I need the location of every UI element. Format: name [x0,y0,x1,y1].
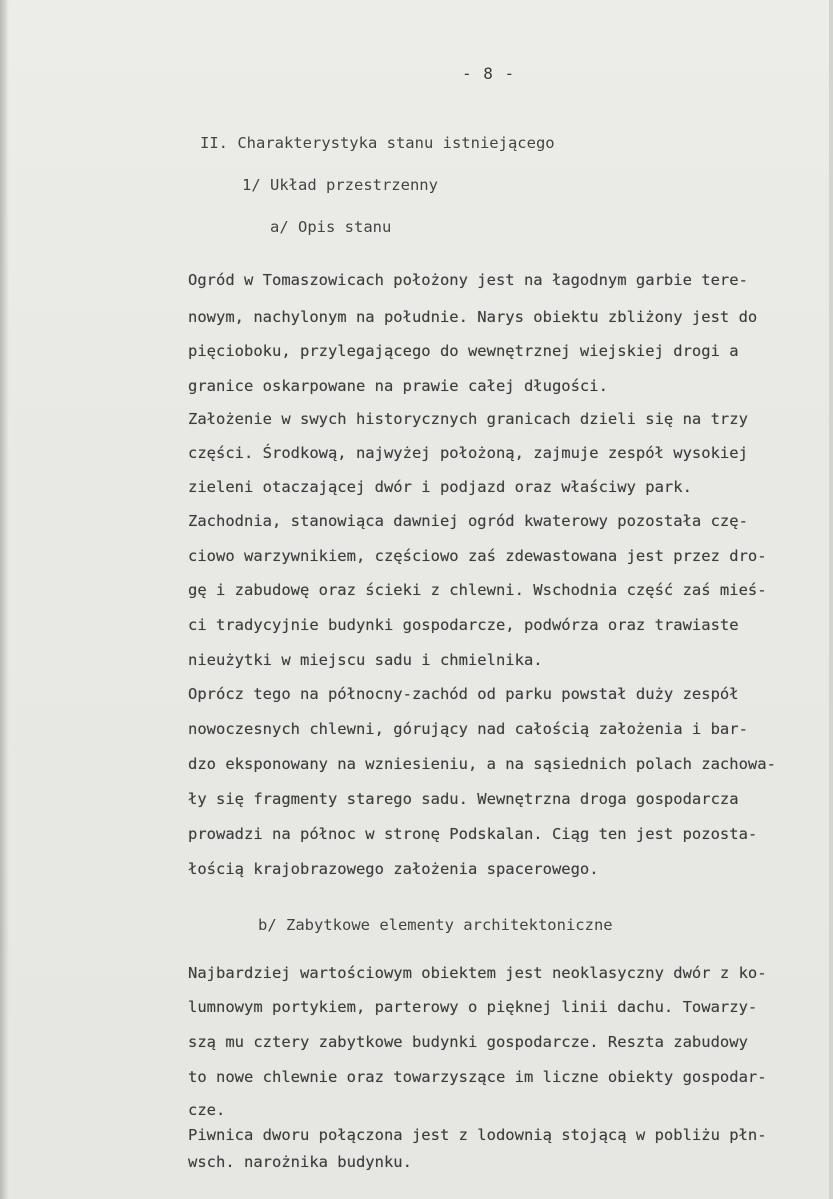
text-line: wsch. narożnika budynku. [188,1153,412,1171]
text-line: granice oskarpowane na prawie całej długości. [188,377,608,395]
text-line: nieużytki w miejscu sadu i chmielnika. [188,651,543,669]
subsubsection-heading-b: b/ Zabytkowe elementy architektoniczne [258,916,613,934]
page-edge-shadow [0,0,9,1199]
text-line: Zachodnia, stanowiąca dawniej ogród kwaterowy pozostała czę- [188,512,748,530]
text-line: Ogród w Tomaszowicach położony jest na łagodnym garbie tere- [188,271,748,289]
text-line: pięcioboku, przylegającego do wewnętrznej wiejskiej drogi a [188,342,739,360]
text-line: Najbardziej wartościowym obiektem jest neoklasyczny dwór z ko- [188,964,767,982]
text-line: łością krajobrazowego założenia spacerowego. [188,860,599,878]
text-line: lumnowym portykiem, parterowy o pięknej linii dachu. Towarzy- [188,998,758,1016]
text-line: cze. [188,1101,226,1119]
text-line: prowadzi na północ w stronę Podskalan. Ciąg ten jest pozosta- [188,825,758,843]
subsection-heading: 1/ Układ przestrzenny [242,176,438,194]
text-line: zieleni otaczającej dwór i podjazd oraz właściwy park. [188,478,692,496]
text-line: części. Środkową, najwyżej położoną, zajmuje zespół wysokiej [188,444,748,462]
text-line: nowoczesnych chlewni, górujący nad całością założenia i bar- [188,720,748,738]
text-line: Piwnica dworu połączona jest z lodownią stojącą w pobliżu płn- [188,1126,767,1144]
text-line: szą mu cztery zabytkowe budynki gospodarcze. Reszta zabudowy [188,1033,748,1051]
text-line: nowym, nachylonym na południe. Narys obiektu zbliżony jest do [188,308,758,326]
subsubsection-heading-a: a/ Opis stanu [270,218,392,236]
text-line: to nowe chlewnie oraz towarzyszące im liczne obiekty gospodar- [188,1068,767,1086]
page-right-edge [829,0,833,1199]
text-line: ły się fragmenty starego sadu. Wewnętrzna droga gospodarcza [188,790,739,808]
text-line: Założenie w swych historycznych granicach dzieli się na trzy [188,410,748,428]
text-line: ciowo warzywnikiem, częściowo zaś zdewastowana jest przez dro- [188,547,767,565]
section-heading: II. Charakterystyka stanu istniejącego [200,134,555,152]
page-number: - 8 - [462,64,516,83]
text-line: gę i zabudowę oraz ścieki z chlewni. Wschodnia część zaś mieś- [188,581,767,599]
text-line: dzo eksponowany na wzniesieniu, a na sąsiednich polach zachowa- [188,755,776,773]
text-line: ci tradycyjnie budynki gospodarcze, podwórza oraz trawiaste [188,616,739,634]
text-line: Oprócz tego na północny-zachód od parku powstał duży zespół [188,685,739,703]
